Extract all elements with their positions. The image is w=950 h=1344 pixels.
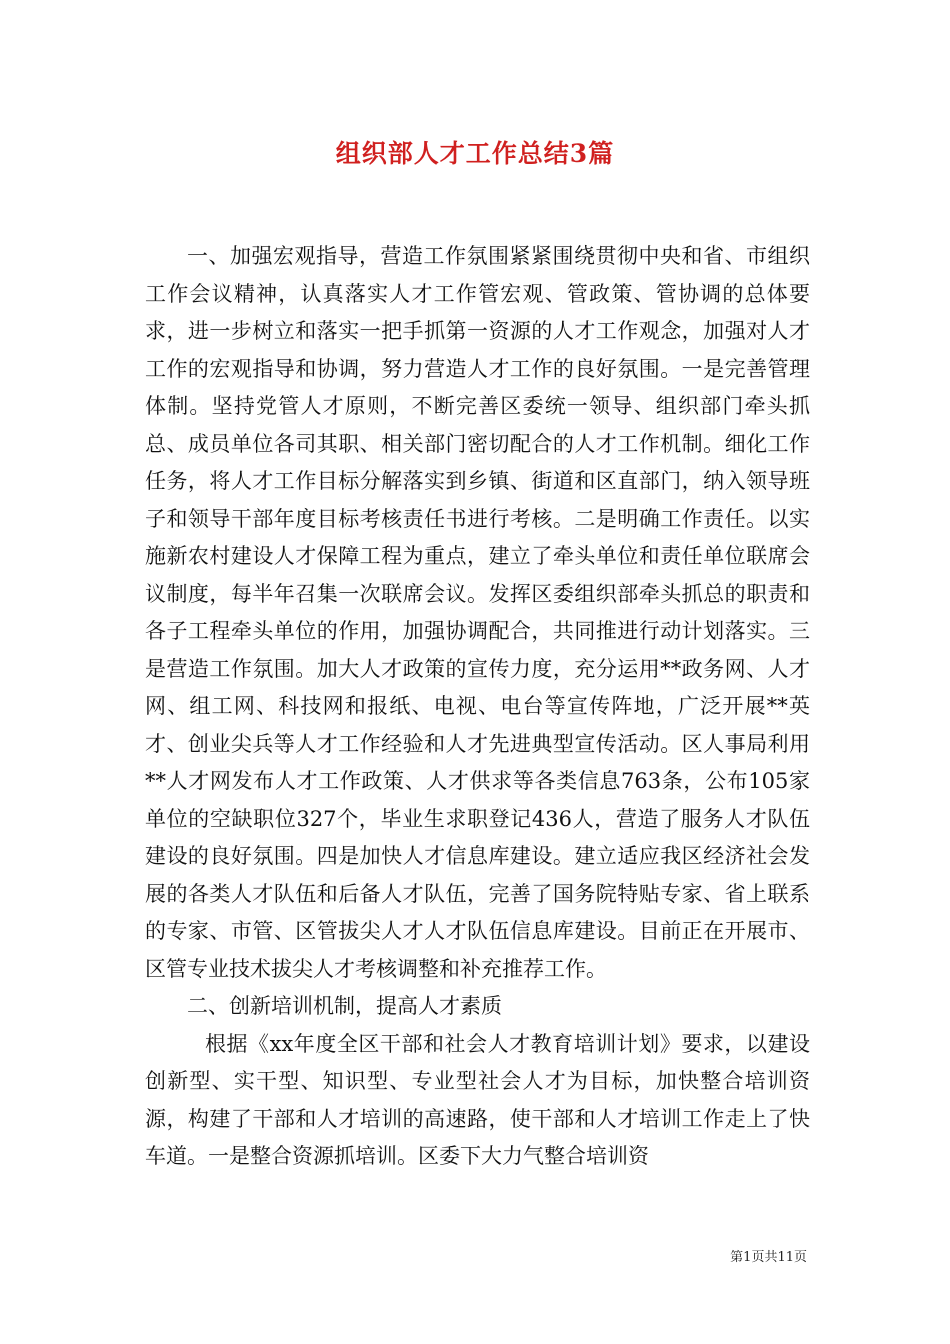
page-title: 组织部人才工作总结3篇	[335, 139, 615, 168]
paragraph: 一、加强宏观指导，营造工作氛围紧紧围绕贯彻中央和省、市组织工作会议精神，认真落实人才工作管宏观、管政策、管协调的总体要求，进一步树立和落实一把手抓第一资源的人才工作观念，加强对人才工作的宏观指导和协调，努力营造人才工作的良好氛围。一是完善管理体制。坚持党管人才原则，不断完善区委统一领导、组织部门牵头抓总、成员单位各司其职、相关部门密切配合的人才工作机制。细化工作任务，将人才工作目标分解落实到乡镇、街道和区直部门，纳入领导班子和领导干部年度目标考核责任书进行考核。二是明确工作责任。以实施新农村建设人才保障工程为重点，建立了牵头单位和责任单位联席会议制度，每半年召集一次联席会议。发挥区委组织部牵头抓总的职责和各子工程牵头单位的作用，加强协调配合，共同推进行动计划落实。三是营造工作氛围。加大人才政策的宣传力度，充分运用**政务网、人才网、组工网、科技网和报纸、电视、电台等宣传阵地，广泛开展**英才、创业尖兵等人才工作经验和人才先进典型宣传活动。区人事局利用**人才网发布人才工作政策、人才供求等各类信息763条，公布105家单位的空缺职位327个，毕业生求职登记436人，营造了服务人才队伍建设的良好氛围。四是加快人才信息库建设。建立适应我区经济社会发展的各类人才队伍和后备人才队伍，完善了国务院特贴专家、省上联系的专家、市管、区管拔尖人才人才队伍信息库建设。目前正在开展市、区管专业技术拔尖人才考核调整和补充推荐工作。	[145, 244, 810, 981]
document-body	[145, 238, 810, 1176]
paragraph: 根据《xx年度全区干部和社会人才教育培训计划》要求，以建设创新型、实干型、知识型、专业型社会人才为目标，加快整合培训资源，构建了干部和人才培训的高速路，使干部和人才培训工作走上了快车道。一是整合资源抓培训。区委下大力气整合培训资	[145, 1031, 810, 1168]
section-heading: 二、创新培训机制，提高人才素质	[187, 994, 502, 1018]
page-number: 第1页共11页	[730, 1250, 807, 1265]
